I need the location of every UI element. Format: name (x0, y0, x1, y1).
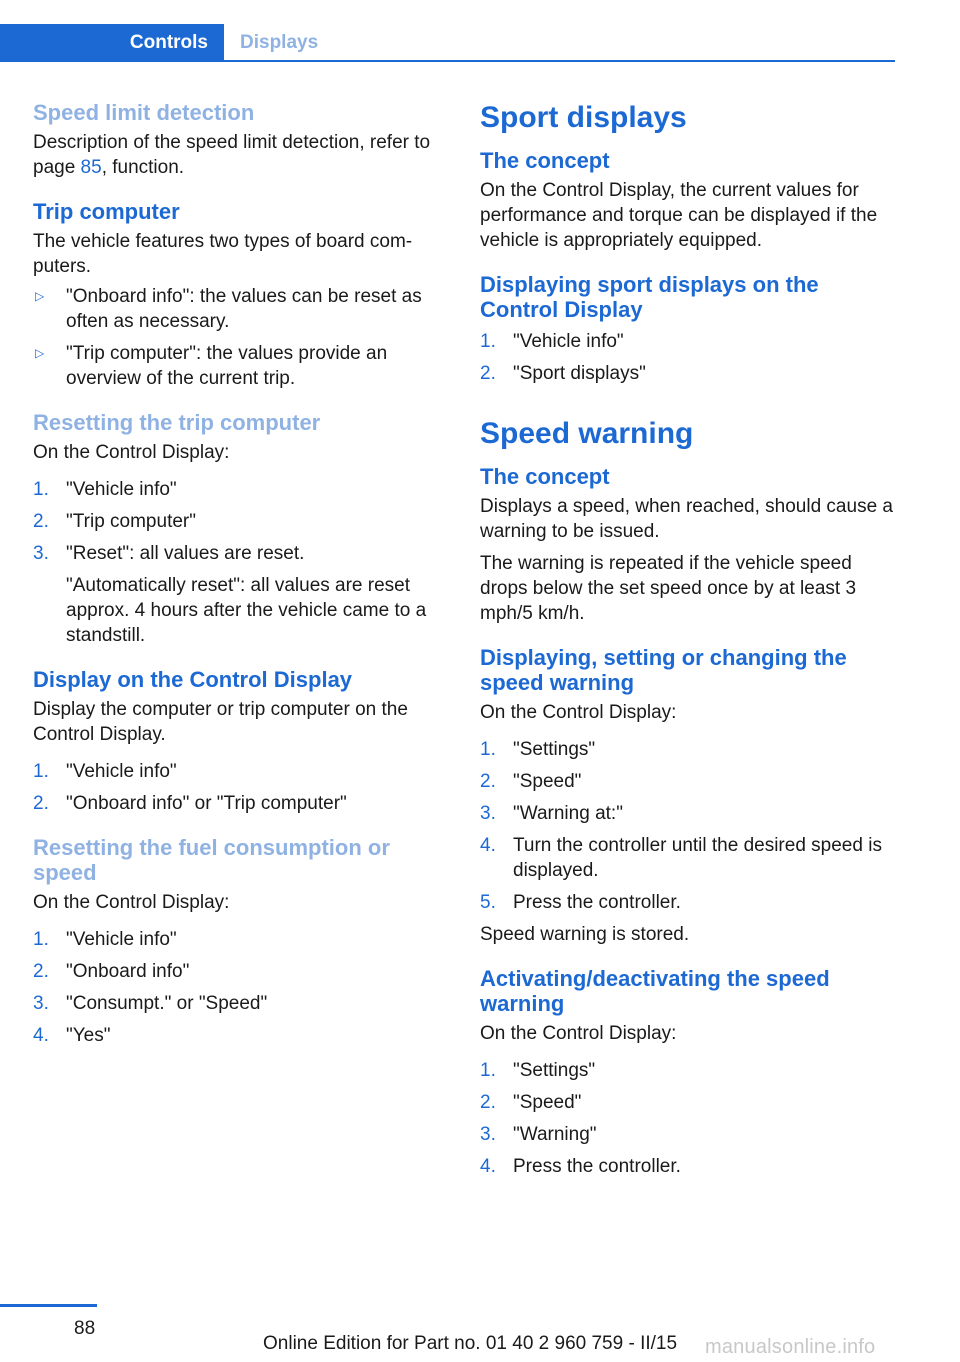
heading-speed-limit-detection: Speed limit detection (33, 100, 255, 125)
section-trip-computer (33, 199, 443, 391)
reset-trip-steps (33, 477, 443, 566)
edition-text: Online Edition for Part no. 01 40 2 960 759 - II/15 (263, 1333, 678, 1354)
list-item (480, 769, 895, 794)
paragraph-display: Display the computer or trip computer on the Control Display. (33, 699, 408, 745)
list-item (33, 927, 443, 952)
footer-rule (0, 1304, 97, 1307)
list-item-text: "Yes" (66, 1025, 111, 1046)
heading-trip-computer: Trip computer (33, 199, 180, 224)
step-number: 3. (480, 803, 496, 824)
list-item-text: "Speed" (513, 771, 582, 792)
step-number: 3. (33, 993, 49, 1014)
display-steps (33, 759, 443, 816)
step-number: 3. (33, 543, 49, 564)
step-number: 2. (480, 363, 496, 384)
intro-text: On the Control Display: (33, 892, 230, 913)
auto-reset-note: "Automatically reset": all values are reset approx. 4 hours after the vehicle came to a standstill. (66, 575, 427, 646)
list-item-text: Turn the controller until the desired speed is displayed. (513, 835, 882, 881)
heading-activating-deactivating: Activating/deactivating the speed warning (480, 966, 830, 1016)
list-item-text: Press the controller. (513, 892, 681, 913)
step-number: 1. (33, 761, 49, 782)
step-number: 3. (480, 1124, 496, 1145)
list-item (480, 1090, 895, 1115)
step-number: 1. (480, 739, 496, 760)
list-item (480, 1154, 895, 1179)
heading-display-control-display: Display on the Control Display (33, 667, 353, 692)
subsection-sport-display (480, 272, 895, 386)
heading-resetting-trip-computer: Resetting the trip computer (33, 410, 321, 435)
step-number: 5. (480, 892, 496, 913)
intro-text: On the Control Display: (33, 442, 230, 463)
page-reference-link[interactable]: 85 (80, 157, 102, 178)
step-number: 2. (33, 961, 49, 982)
list-item-text: "Settings" (513, 1060, 596, 1081)
header-rule (0, 60, 895, 62)
list-item-text: "Vehicle info" (66, 761, 177, 782)
step-number: 1. (480, 331, 496, 352)
section-resetting-trip-computer (33, 410, 443, 648)
speed-limit-text-a: Description of the speed limit detection, refer to page (33, 132, 431, 178)
list-item (33, 341, 443, 391)
list-item (33, 791, 443, 816)
step-number: 2. (480, 1092, 496, 1113)
tab-displays[interactable]: Displays (240, 32, 319, 53)
chapter-header (0, 24, 895, 62)
list-item (480, 737, 895, 762)
list-item-text: "Onboard info" or "Trip computer" (66, 793, 347, 814)
section-resetting-fuel-consumption (33, 835, 443, 1048)
list-item-text: "Onboard info": the values can be reset as often as necessary. (66, 286, 422, 332)
list-item-text: "Sport displays" (513, 363, 646, 384)
activate-warning-steps (480, 1058, 895, 1179)
list-item-text: "Trip computer": the values provide an overview of the current trip. (66, 343, 388, 389)
step-number: 1. (33, 479, 49, 500)
list-item (480, 890, 895, 915)
paragraph-trip-computer: The vehicle features two types of board com-puters. (33, 231, 413, 277)
step-number: 2. (33, 793, 49, 814)
watermark: manualsonline.info (705, 1336, 876, 1358)
section-speed-limit-detection (33, 100, 443, 180)
set-warning-steps (480, 737, 895, 915)
list-item-text: "Consumpt." or "Speed" (66, 993, 268, 1014)
list-item-text: "Warning" (513, 1124, 597, 1145)
list-item (33, 959, 443, 984)
heading-displaying-setting-changing: Displaying, setting or changing the speed warning (480, 645, 847, 695)
speed-limit-text-b: , function. (101, 157, 185, 178)
list-item (480, 833, 895, 883)
list-item (480, 801, 895, 826)
paragraph-warning-concept: Displays a speed, when reached, should cause a warning to be issued. (480, 496, 893, 542)
intro-text: On the Control Display: (480, 1023, 677, 1044)
title-speed-warning: Speed warning (480, 417, 694, 450)
list-item (33, 541, 443, 566)
paragraph-warning-stored: Speed warning is stored. (480, 924, 690, 945)
list-item (33, 509, 443, 534)
subsection-activate-warning (480, 966, 895, 1179)
list-item-text: "Settings" (513, 739, 596, 760)
list-item (33, 991, 443, 1016)
heading-resetting-fuel-consumption: Resetting the fuel consumption or speed (33, 835, 390, 885)
list-item-text: "Onboard info" (66, 961, 190, 982)
list-item (33, 1023, 443, 1048)
list-item-text: Press the controller. (513, 1156, 681, 1177)
section-display-control-display (33, 667, 443, 816)
list-item (480, 1058, 895, 1083)
list-item-text: "Vehicle info" (66, 479, 177, 500)
step-number: 4. (33, 1025, 49, 1046)
list-item (480, 361, 895, 386)
list-item-text: "Warning at:" (513, 803, 623, 824)
subsection-set-warning (480, 645, 895, 947)
paragraph-warning-repeat: The warning is repeated if the vehicle speed drops below the set speed once by at least 3 mph/5 km/h. (480, 553, 857, 624)
title-sport-displays: Sport displays (480, 101, 687, 134)
paragraph-sport-concept: On the Control Display, the current values for performance and torque can be displayed if the vehicle is appropriately equipped. (480, 180, 878, 251)
triangle-right-icon: ▷ (35, 289, 45, 303)
step-number: 2. (480, 771, 496, 792)
list-item (480, 329, 895, 354)
step-number: 4. (480, 1156, 496, 1177)
list-item (33, 284, 443, 334)
intro-text: On the Control Display: (480, 702, 677, 723)
heading-the-concept: The concept (480, 148, 610, 173)
paragraph-speed-limit (33, 130, 443, 180)
right-column (480, 100, 895, 1186)
section-sport-displays (480, 100, 895, 386)
heading-displaying-sport-displays: Displaying sport displays on the Control Display (480, 272, 819, 322)
list-item (33, 477, 443, 502)
heading-the-concept: The concept (480, 464, 610, 489)
subsection-sport-concept (480, 148, 895, 253)
list-item-text: "Reset": all values are reset. (66, 543, 305, 564)
list-item-text: "Vehicle info" (66, 929, 177, 950)
step-number: 1. (33, 929, 49, 950)
list-item-text: "Speed" (513, 1092, 582, 1113)
sport-steps (480, 329, 895, 386)
list-item-text: "Trip computer" (66, 511, 196, 532)
list-item (33, 759, 443, 784)
left-column (33, 100, 443, 1067)
step-number: 2. (33, 511, 49, 532)
step-number: 1. (480, 1060, 496, 1081)
step-number: 4. (480, 835, 496, 856)
list-item (480, 1122, 895, 1147)
trip-bullet-list (33, 284, 443, 391)
tab-controls[interactable]: Controls (0, 24, 224, 62)
page-number: 88 (74, 1318, 96, 1339)
triangle-right-icon: ▷ (35, 346, 45, 360)
section-speed-warning (480, 416, 895, 1179)
list-item-text: "Vehicle info" (513, 331, 624, 352)
reset-fuel-steps (33, 927, 443, 1048)
subsection-warning-concept (480, 464, 895, 626)
